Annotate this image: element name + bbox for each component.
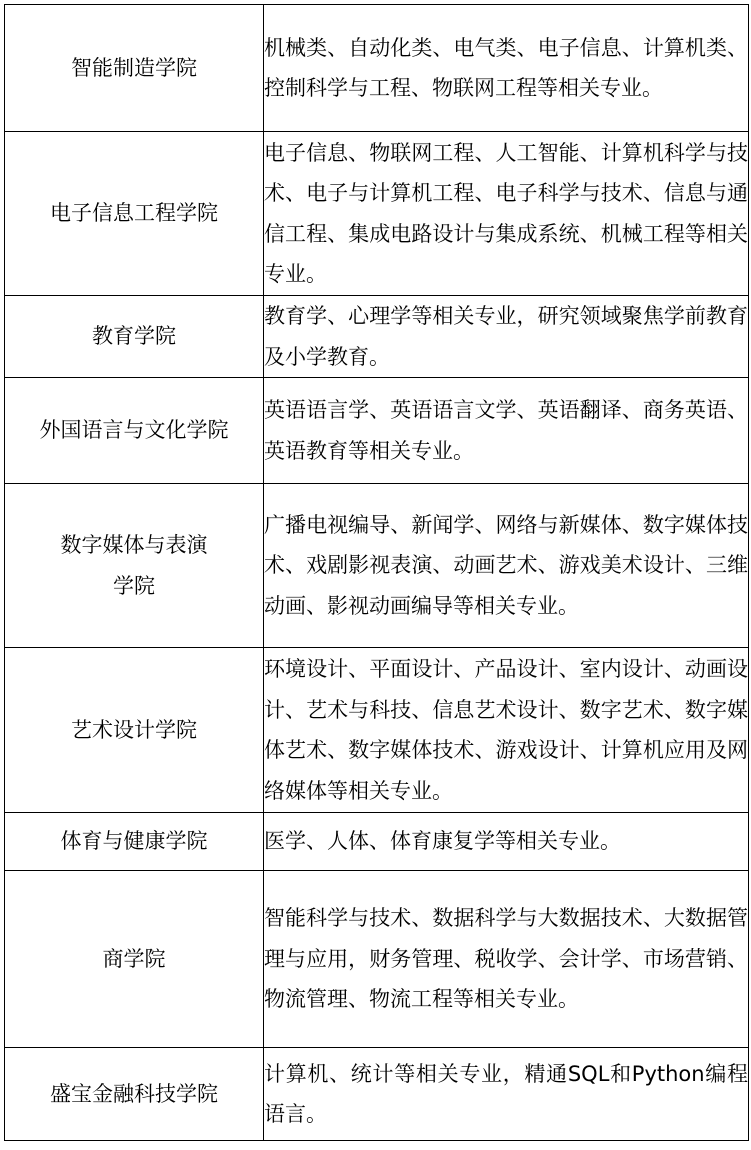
- majors-text: 计算机、统计等相关专业，精通SQL和Python编程语言。: [264, 1048, 749, 1141]
- majors-text: 教育学、心理学等相关专业，研究领域聚焦学前教育及小学教育。: [264, 296, 749, 378]
- table-row: [5, 648, 749, 813]
- college-name: 商学院: [5, 871, 264, 1048]
- majors-text: 机械类、自动化类、电气类、电子信息、计算机类、控制科学与工程、物联网工程等相关专业。: [264, 5, 749, 132]
- majors-text: 英语语言学、英语语言文学、英语翻译、商务英语、英语教育等相关专业。: [264, 378, 749, 484]
- table-row: [5, 813, 749, 871]
- table-row: [5, 132, 749, 296]
- table-row: [5, 1048, 749, 1141]
- majors-text: 医学、人体、体育康复学等相关专业。: [264, 813, 749, 871]
- college-name: 电子信息工程学院: [5, 132, 264, 296]
- majors-text: 智能科学与技术、数据科学与大数据技术、大数据管理与应用，财务管理、税收学、会计学、市场营销、物流管理、物流工程等相关专业。: [264, 871, 749, 1048]
- college-name: 教育学院: [5, 296, 264, 378]
- majors-text: 广播电视编导、新闻学、网络与新媒体、数字媒体技术、戏剧影视表演、动画艺术、游戏美术设计、三维动画、影视动画编导等相关专业。: [264, 484, 749, 648]
- majors-text: 环境设计、平面设计、产品设计、室内设计、动画设计、艺术与科技、信息艺术设计、数字艺术、数字媒体艺术、数字媒体技术、游戏设计、计算机应用及网络媒体等相关专业。: [264, 648, 749, 813]
- college-majors-table: [4, 4, 749, 1141]
- table-row: [5, 378, 749, 484]
- college-name: 艺术设计学院: [5, 648, 264, 813]
- table-row: [5, 5, 749, 132]
- college-name: 数字媒体与表演学院: [5, 484, 264, 648]
- college-name: 体育与健康学院: [5, 813, 264, 871]
- college-name: 盛宝金融科技学院: [5, 1048, 264, 1141]
- majors-text: 电子信息、物联网工程、人工智能、计算机科学与技术、电子与计算机工程、电子科学与技术、信息与通信工程、集成电路设计与集成系统、机械工程等相关专业。: [264, 132, 749, 296]
- table-row: [5, 484, 749, 648]
- college-name: 外国语言与文化学院: [5, 378, 264, 484]
- table-row: [5, 871, 749, 1048]
- college-name: 智能制造学院: [5, 5, 264, 132]
- table-row: [5, 296, 749, 378]
